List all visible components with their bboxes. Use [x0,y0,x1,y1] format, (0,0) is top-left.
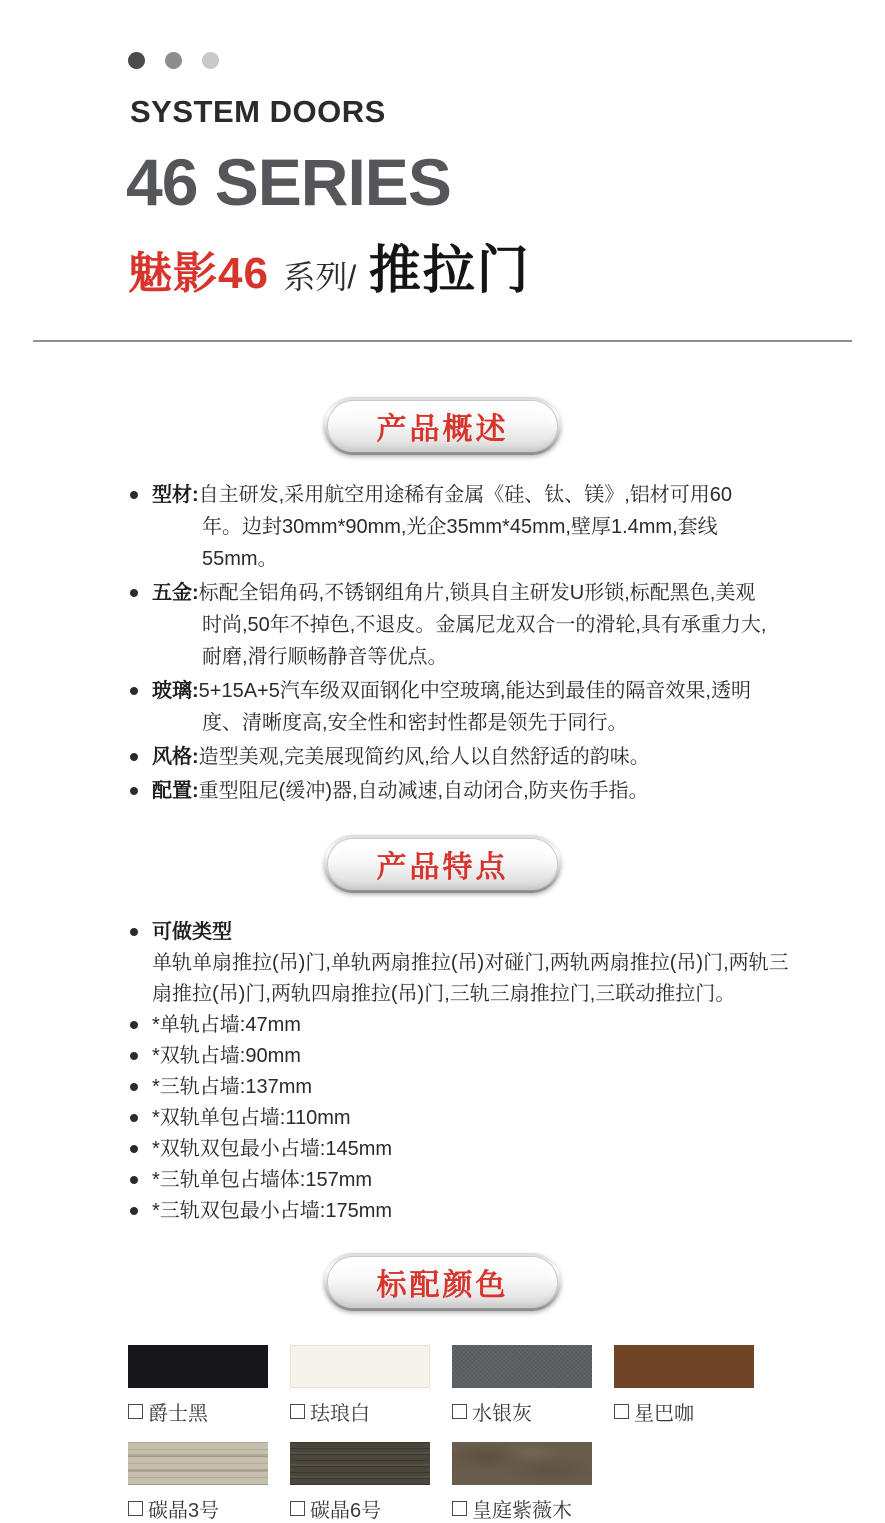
bullet-icon [130,491,138,499]
bullet-icon [130,1176,138,1184]
spec-text: *三轨双包最小占墙:175mm [152,1200,393,1222]
dot-icon [128,52,145,69]
spec-item [130,1103,790,1134]
features-list [130,917,790,1227]
overview-item-text: 5+15A+5汽车级双面钢化中空玻璃,能达到最佳的隔音效果,透明度、清晰度高,安全性和密封性都是领先于同行。 [198,680,751,734]
bullet-icon [130,1207,138,1215]
overview-item-label: 五金: [152,582,199,604]
page-indicator-dots [128,52,885,69]
overview-item-hardware [130,577,770,673]
color-swatch [128,1442,268,1485]
overview-item-style [130,741,770,773]
overview-badge-surface [327,400,558,452]
color-option-mercury-gray [452,1345,592,1426]
bullet-icon [130,1114,138,1122]
spec-text: *三轨占墙:137mm [152,1076,313,1098]
color-option-jazz-black [128,1345,268,1426]
feature-types-text: 单轨单扇推拉(吊)门,单轨两扇推拉(吊)对碰门,两轨两扇推拉(吊)门,两轨三扇推拉(吊)门,两轨四扇推拉(吊)门,三轨三扇推拉门,三联动推拉门。 [152,952,789,1005]
series-title: 46 SERIES [126,145,451,219]
dot-icon [202,52,219,69]
color-grid [128,1345,885,1523]
checkbox-icon[interactable] [614,1404,629,1419]
colors-badge-button[interactable] [324,1253,561,1311]
bullet-icon [130,1145,138,1153]
color-swatch [614,1345,754,1388]
overview-item-label: 型材: [152,484,199,506]
color-option-carbon-crystal-6 [290,1442,430,1523]
overview-item-config [130,775,770,807]
color-option-starbucks-coffee [614,1345,754,1426]
overview-badge-button[interactable] [324,397,561,455]
bullet-icon [130,1021,138,1029]
spec-item [130,1196,790,1227]
checkbox-icon[interactable] [290,1501,305,1516]
bullet-icon [130,787,138,795]
checkbox-icon[interactable] [128,1404,143,1419]
colors-badge-label: 标配颜色 [376,1269,509,1302]
features-badge-label: 产品特点 [376,851,509,884]
color-name: 水银灰 [472,1403,532,1425]
bullet-icon [130,928,138,936]
spec-item [130,1134,790,1165]
spec-text: *双轨单包占墙:110mm [152,1107,351,1129]
color-name: 爵士黑 [148,1403,208,1425]
overview-item-label: 风格: [152,746,199,768]
checkbox-icon[interactable] [128,1501,143,1516]
bullet-icon [130,1052,138,1060]
color-swatch [452,1442,592,1485]
color-option-imperial-crape-myrtle [452,1442,592,1523]
colors-badge-surface [327,1256,558,1308]
overview-item-text: 重型阻尼(缓冲)器,自动减速,自动闭合,防夹伤手指。 [198,780,649,802]
spec-text: *单轨占墙:47mm [152,1014,301,1036]
checkbox-icon[interactable] [452,1501,467,1516]
feature-types [130,917,790,1010]
color-name: 碳晶3号 [148,1500,220,1522]
brand-kicker: SYSTEM DOORS [130,94,386,129]
bullet-icon [130,1083,138,1091]
product-type: 推拉门 [368,242,531,300]
color-swatch [128,1345,268,1388]
color-name: 珐琅白 [310,1403,370,1425]
color-name: 星巴咖 [634,1403,694,1425]
series-subtitle [128,242,885,310]
color-swatch [290,1442,430,1485]
color-swatch [452,1345,592,1388]
color-name: 皇庭紫薇木 [472,1500,572,1522]
bullet-icon [130,687,138,695]
color-name: 碳晶6号 [310,1500,382,1522]
bullet-icon [130,589,138,597]
checkbox-icon[interactable] [452,1404,467,1419]
series-name: 魅影46 [128,249,269,298]
color-option-carbon-crystal-3 [128,1442,268,1523]
spec-item [130,1072,790,1103]
overview-list [130,479,770,807]
spec-item [130,1010,790,1041]
spec-item [130,1041,790,1072]
dot-icon [165,52,182,69]
series-suffix: 系列/ [283,259,357,295]
color-swatch [290,1345,430,1388]
checkbox-icon[interactable] [290,1404,305,1419]
color-option-enamel-white [290,1345,430,1426]
bullet-icon [130,753,138,761]
divider [33,340,852,342]
features-badge-button[interactable] [324,835,561,893]
feature-types-label: 可做类型 [152,921,232,943]
spec-text: *双轨双包最小占墙:145mm [152,1138,393,1160]
spec-text: *三轨单包占墙体:157mm [152,1169,373,1191]
overview-badge-label: 产品概述 [376,413,509,446]
features-badge-surface [327,838,558,890]
overview-item-label: 配置: [152,780,199,802]
overview-item-text: 标配全铝角码,不锈钢组角片,锁具自主研发U形锁,标配黑色,美观时尚,50年不掉色,不退皮。金属尼龙双合一的滑轮,具有承重力大,耐磨,滑行顺畅静音等优点。 [198,582,767,668]
overview-item-text: 造型美观,完美展现简约风,给人以自然舒适的韵味。 [198,746,650,768]
overview-item-label: 玻璃: [152,680,199,702]
overview-item-text: 自主研发,采用航空用途稀有金属《硅、钛、镁》,铝材可用60年。边封30mm*90mm,光企35mm*45mm,壁厚1.4mm,套线55mm。 [198,484,733,570]
overview-item-profile [130,479,770,575]
spec-item [130,1165,790,1196]
overview-item-glass [130,675,770,739]
spec-text: *双轨占墙:90mm [152,1045,301,1067]
